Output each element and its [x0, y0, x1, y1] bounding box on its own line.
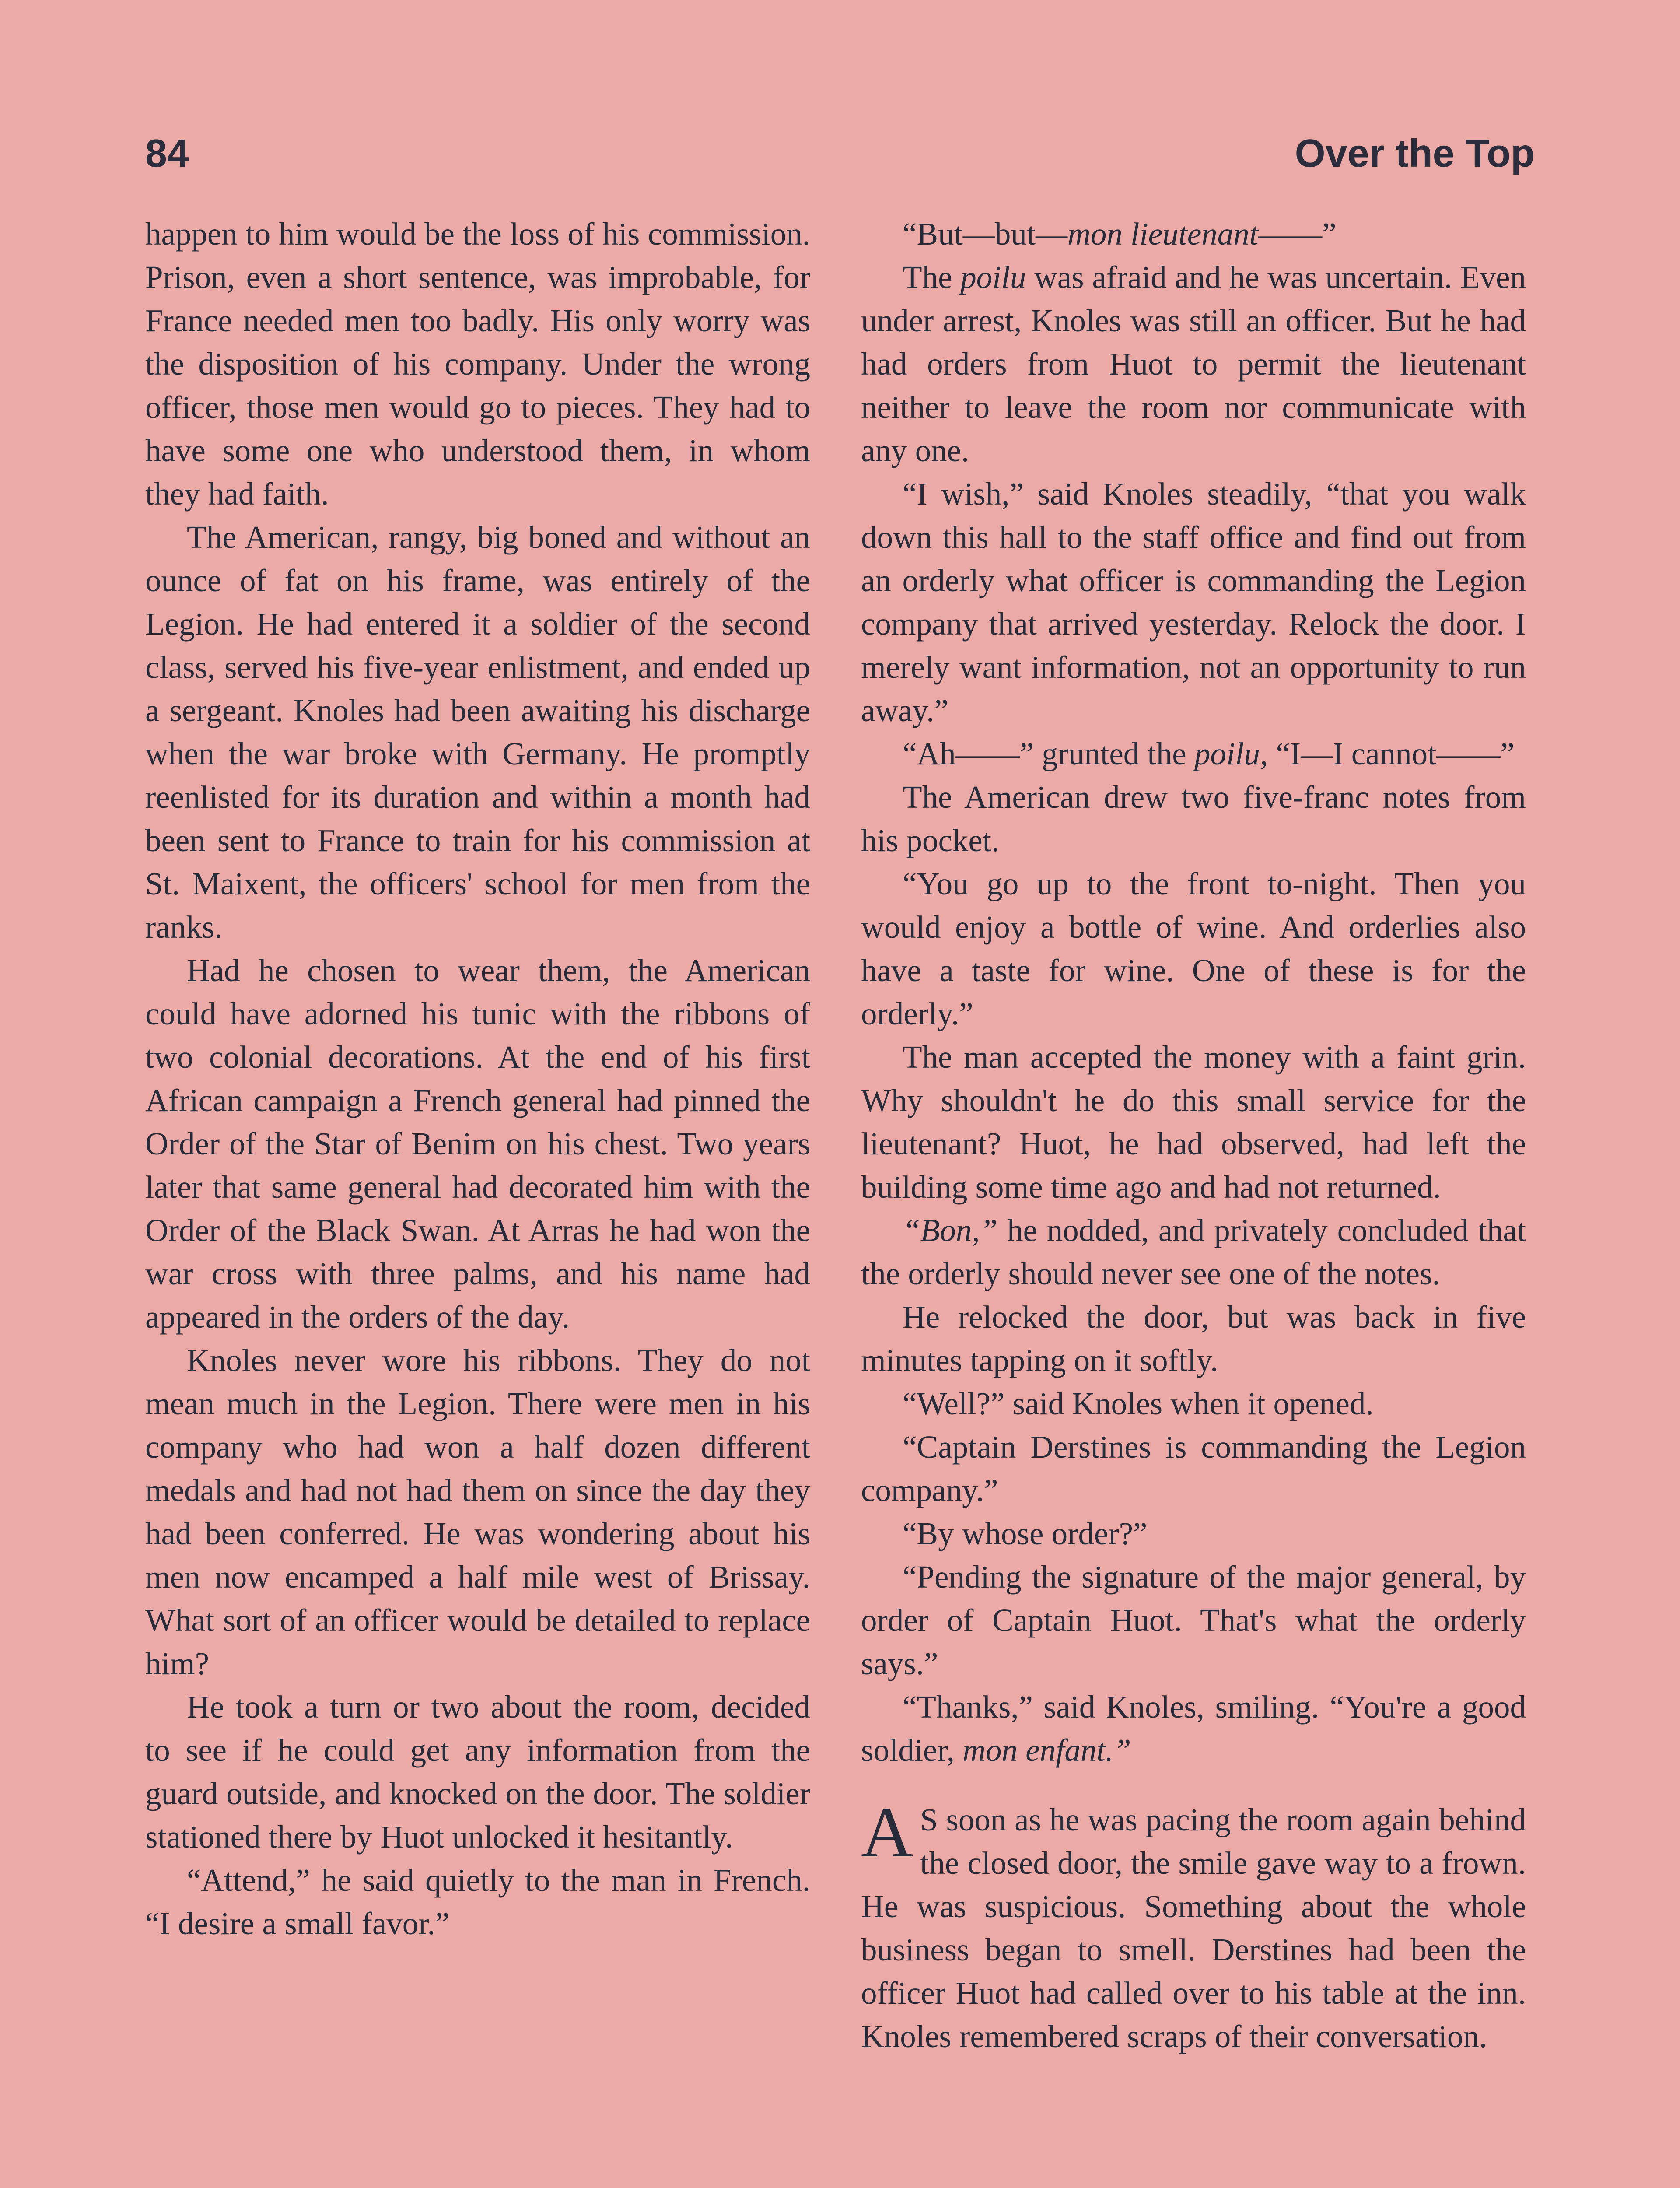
section-paragraph: A S soon as he was pacing the room again behind the closed door, the smile gave way to a frown. He was suspicious. Something about the whole business began to smell. Derstines had been the officer Huot had called over to his table at the inn. Knoles remembered scraps of their conversation. — [861, 1792, 1526, 2054]
right-column — [861, 212, 1526, 2058]
paragraph: He relocked the door, but was back in five minutes tapping on it softly. — [861, 1299, 1526, 1378]
paragraph: Knoles never wore his ribbons. They do not mean much in the Legion. There were men in his company who had won a half dozen different medals and had not had them on since the day they had been conferred. He was wondering about his men now encamped a half mile west of Brissay. What sort of an officer would be detailed to replace him? — [145, 1343, 810, 1681]
paragraph: “Pending the signature of the major general, by order of Captain Huot. That's what the orderly says.” — [861, 1559, 1526, 1681]
paragraph: “Ah——” grunted the poilu, “I—I cannot——” — [903, 736, 1515, 771]
paragraph: The American drew two five-franc notes from his pocket. — [861, 779, 1526, 858]
paragraph: “Captain Derstines is commanding the Legion company.” — [861, 1429, 1526, 1508]
paragraph: “Thanks,” said Knoles, smiling. “You're a good soldier, mon enfant.” — [861, 1689, 1526, 1768]
paragraph: The American, rangy, big boned and without an ounce of fat on his frame, was entirely of the Legion. He had entered it a soldier of the second class, served his five-year enlistment, and ended up a sergeant. Knoles had been awaiting his discharge when the war broke with Germany. He promptly reenlisted for its duration and within a month had been sent to France to train for his commission at St. Maixent, the officers' school for men from the ranks. — [145, 519, 810, 945]
paragraph: He took a turn or two about the room, decided to see if he could get any information from the guard outside, and knocked on the door. The soldier stationed there by Huot unlocked it hesitantly. — [145, 1689, 810, 1855]
paragraph: “Bon,” he nodded, and privately concluded that the orderly should never see one of the notes. — [861, 1213, 1526, 1291]
paragraph: The poilu was afraid and he was uncertain. Even under arrest, Knoles was still an officer. But he had had orders from Huot to permit the lieutenant neither to leave the room nor communicate with any one. — [861, 259, 1526, 468]
paragraph: “Attend,” he said quietly to the man in French. “I desire a small favor.” — [145, 1862, 810, 1941]
paragraph: Had he chosen to wear them, the American could have adorned his tunic with the ribbons of two colonial decorations. At the end of his first African campaign a French general had pinned the Order of the Star of Benim on his chest. Two years later that same general had decorated him with the Order of the Black Swan. At Arras he had won the war cross with three palms, and his name had appeared in the orders of the day. — [145, 953, 810, 1335]
paragraph: happen to him would be the loss of his commission. Prison, even a short sentence, was improbable, for France needed men too badly. His only worry was the disposition of his company. Under the wrong officer, those men would go to pieces. They had to have some one who understood them, in whom they had faith. — [145, 216, 810, 512]
paragraph: “You go up to the front to-night. Then you would enjoy a bottle of wine. And orderlies also have a taste for wine. One of these is for the orderly.” — [861, 866, 1526, 1031]
drop-cap: A — [861, 1792, 914, 1872]
running-title: Over the Top — [1295, 132, 1535, 175]
paragraph: “By whose order?” — [903, 1516, 1148, 1551]
paragraph: “I wish,” said Knoles steadily, “that you walk down this hall to the staff office and find out from an orderly what officer is commanding the Legion company that arrived yesterday. Relock the door. I merely want information, not an opportunity to run away.” — [861, 476, 1526, 728]
left-column — [145, 212, 810, 1945]
paragraph: “But—but—mon lieutenant——” — [903, 216, 1337, 252]
page-header — [145, 127, 1535, 193]
page-number: 84 — [145, 132, 189, 175]
paragraph: “Well?” said Knoles when it opened. — [903, 1386, 1374, 1421]
paragraph: The man accepted the money with a faint grin. Why shouldn't he do this small service for the lieutenant? Huot, he had observed, had left the building some time ago and had not returned. — [861, 1039, 1526, 1205]
